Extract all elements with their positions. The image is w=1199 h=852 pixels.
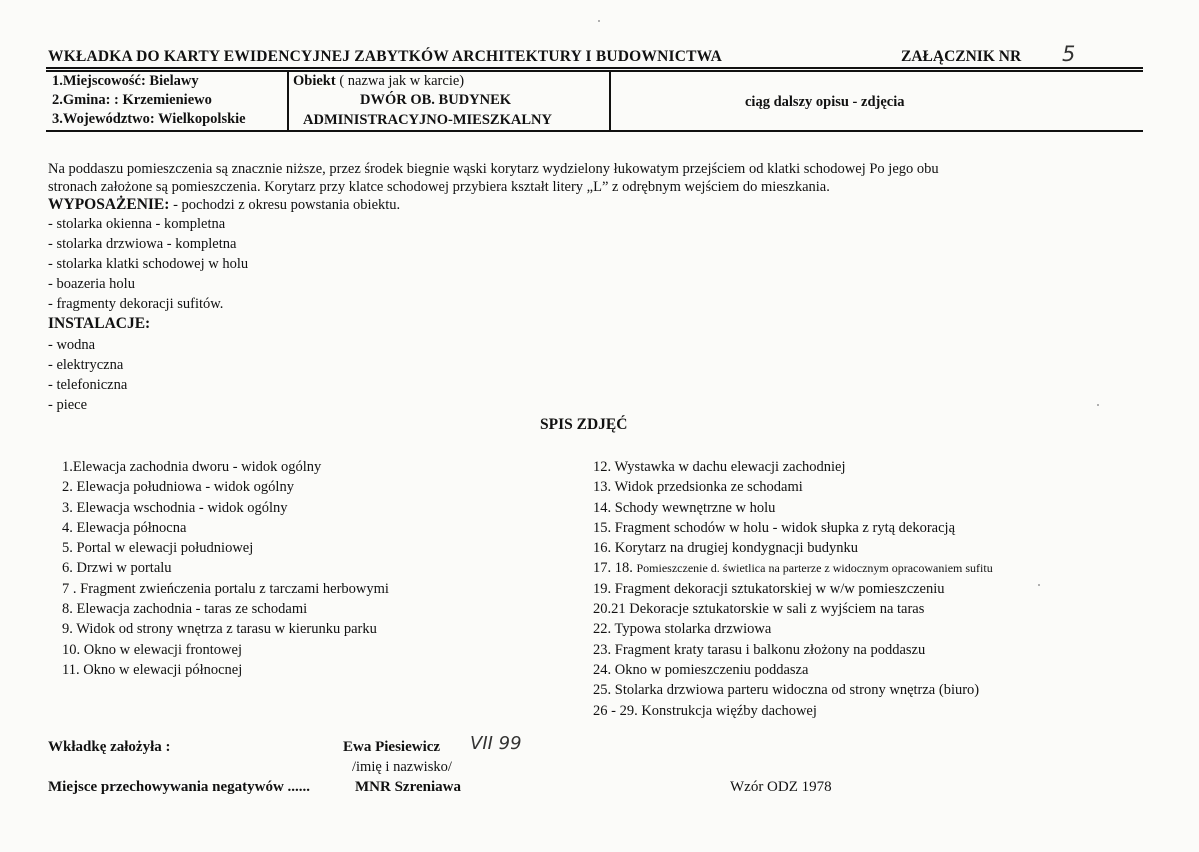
photo-item: 10. Okno w elewacji frontowej [62, 641, 242, 658]
commune: 2.Gmina: : Krzemieniewo [52, 92, 212, 108]
description-line-1: Na poddaszu pomieszczenia są znacznie niższe, przez środek biegnie wąski korytarz wydzielony łukowatym przejściem od klatki schodowej Po jego obu [48, 161, 939, 177]
photo-item: 1.Elewacja zachodnia dworu - widok ogólny [62, 459, 322, 475]
photo-item: 19. Fragment dekoracji sztukatorskiej w w/w pomieszczeniu [593, 580, 945, 597]
installations-list [48, 335, 127, 415]
header-divider-1 [287, 70, 289, 131]
form-template: Wzór ODZ 1978 [730, 779, 832, 795]
equipment-item: - stolarka drzwiowa - kompletna [48, 236, 237, 252]
installation-item: - telefoniczna [48, 377, 128, 393]
photo-item: 15. Fragment schodów w holu - widok słupka z rytą dekoracją [593, 519, 956, 536]
object-label: Obiekt [293, 73, 336, 89]
photo-item: 25. Stolarka drzwiowa parteru widoczna od strony wnętrza (biuro) [593, 682, 980, 699]
header-bottom-rule [46, 130, 1143, 132]
object-name-1: DWÓR OB. BUDYNEK [360, 92, 512, 108]
author-label: Wkładkę założyła : [48, 739, 171, 755]
scan-speck [1097, 404, 1099, 406]
photo-item: 23. Fragment kraty tarasu i balkonu złożony na poddaszu [593, 641, 926, 658]
photo-item: 24. Okno w pomieszczeniu poddasza [593, 661, 809, 678]
equipment-label: WYPOSAŻENIE: [48, 196, 170, 213]
photo-item: 14. Schody wewnętrzne w holu [593, 499, 776, 516]
photo-item: 22. Typowa stolarka drzwiowa [593, 621, 772, 638]
author-note: /imię i nazwisko/ [352, 759, 452, 775]
object-note: ( nazwa jak w karcie) [335, 73, 465, 89]
photo-item: 16. Korytarz na drugiej kondygnacji budynku [593, 540, 858, 557]
photo-item-17-text: Pomieszczenie d. świetlica na parterze z widocznym opracowaniem sufitu [636, 561, 993, 576]
negatives-location: MNR Szreniawa [355, 779, 461, 795]
equipment-item: - fragmenty dekoracji sufitów. [48, 296, 224, 312]
photo-list-left [62, 457, 389, 680]
photo-item: 3. Elewacja wschodnia - widok ogólny [62, 499, 288, 516]
form-title: WKŁADKA DO KARTY EWIDENCYJNEJ ZABYTKÓW ARCHITEKTURY I BUDOWNICTWA [48, 48, 723, 65]
object-label-line [293, 73, 464, 90]
author-name: Ewa Piesiewicz [343, 739, 441, 755]
handwritten-date: VII 99 [470, 733, 522, 754]
equipment-note: - pochodzi z okresu powstania obiektu. [169, 197, 401, 213]
photo-item: 20.21 Dekoracje sztukatorskie w sali z wyjściem na taras [593, 601, 925, 618]
equipment-heading [48, 195, 400, 215]
object-name-2: ADMINISTRACYJNO-MIESZKALNY [303, 112, 552, 128]
installation-item: - piece [48, 397, 88, 413]
installations-heading: INSTALACJE: [48, 315, 151, 332]
photo-item: 11. Okno w elewacji północnej [62, 661, 243, 678]
photo-item: 6. Drzwi w portalu [62, 560, 172, 577]
photo-list-right [593, 457, 993, 721]
installation-item: - wodna [48, 337, 96, 353]
attachment-number: 5 [1062, 42, 1076, 66]
photo-item: 9. Widok od strony wnętrza z tarasu w kierunku parku [62, 621, 377, 638]
continuation-label: ciąg dalszy opisu - zdjęcia [745, 94, 905, 110]
description-line-2: stronach założone są pomieszczenia. Korytarz przy klatce schodowej przybiera kształt litery „L” z odrębnym wejściem do mieszkania. [48, 179, 830, 195]
equipment-item: - stolarka klatki schodowej w holu [48, 256, 249, 272]
negatives-label: Miejsce przechowywania negatywów ...... [48, 779, 311, 795]
photo-item: 4. Elewacja północna [62, 519, 187, 536]
locality: 1.Miejscowość: Bielawy [52, 73, 199, 89]
photo-list-title: SPIS ZDJĘĆ [540, 416, 628, 433]
photo-item-17 [593, 558, 993, 578]
photo-item: 26 - 29. Konstrukcja więźby dachowej [593, 702, 817, 719]
photo-item: 2. Elewacja południowa - widok ogólny [62, 479, 294, 496]
photo-item-17-number: 17. 18. [593, 560, 637, 577]
scan-speck [1038, 584, 1040, 586]
header-divider-2 [609, 70, 611, 131]
voivodeship: 3.Województwo: Wielkopolskie [52, 111, 246, 127]
photo-item: 13. Widok przedsionka ze schodami [593, 479, 803, 496]
header-top-rule-2 [46, 70, 1143, 72]
installation-item: - elektryczna [48, 357, 124, 373]
photo-item: 8. Elewacja zachodnia - taras ze schodami [62, 601, 308, 618]
photo-item: 7 . Fragment zwieńczenia portalu z tarczami herbowymi [62, 580, 389, 597]
header-top-rule [46, 67, 1143, 69]
photo-item: 12. Wystawka w dachu elewacji zachodniej [593, 459, 846, 475]
equipment-item: - boazeria holu [48, 276, 135, 292]
equipment-item: - stolarka okienna - kompletna [48, 216, 226, 232]
scan-speck [598, 20, 600, 22]
attachment-label: ZAŁĄCZNIK NR [901, 48, 1022, 65]
equipment-list [48, 214, 248, 314]
photo-item: 5. Portal w elewacji południowej [62, 540, 254, 557]
